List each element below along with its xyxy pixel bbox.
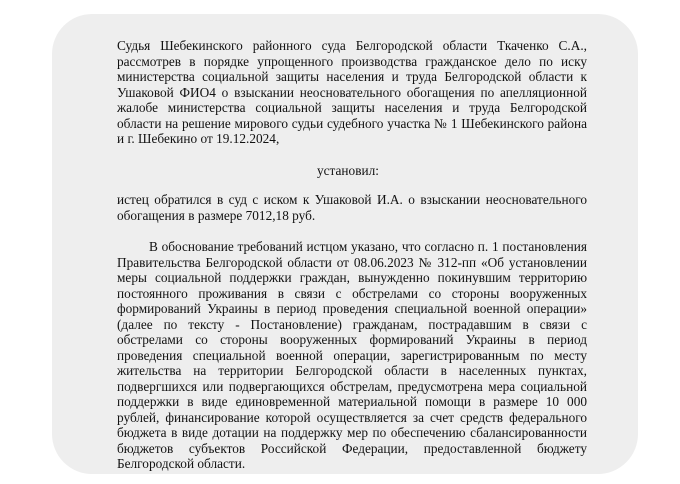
paragraph-grounds: В обоснование требований истцом указано, что согласно п. 1 постановления Правительства Белгородской области от 08.06.2023 № 312-пп «Об установлении меры социальной поддержки граждан, вынужденно покинувшим территорию постоянного проживания в связи с обстрелами со стороны вооруженных формирований Украины в период проведения специальной военной операции» (далее по тексту - Постановление) гражданам, пострадавшим в связи с обстрелами со стороны вооруженных формирований Украины в период проведения специальной военной операции, зарегистрированным по месту жительства на территории Белгородской области в населенных пунктах, подвергшихся или подвергающихся обстрелам, предусмотрена мера социальной поддержки в виде единовременной материальной помощи в размере 10 000 рублей, финансирование которой осуществляется за счет средств федерального бюджета в виде дотации на поддержку мер по обеспечению сбалансированности бюджетов субъектов Российской Федерации, предоставленной бюджету Белгородской области.: [117, 239, 587, 471]
document-text: [117, 38, 587, 472]
spacer: [117, 147, 587, 163]
spacer: [117, 178, 587, 192]
paragraph-claim: истец обратился в суд с иском к Ушаковой И.А. о взыскании неосновательного обогащения в размере 7012,18 руб.: [117, 192, 587, 223]
paragraph-intro: Судья Шебекинского районного суда Белгородской области Ткаченко С.А., рассмотрев в порядке упрощенного производства гражданское дело по иску министерства социальной защиты населения и труда Белгородской области к Ушаковой ФИО4 о взыскании неосновательного обогащения по апелляционной жалобе министерства социальной защиты населения и труда Белгородской области на решение мирового судьи судебного участка № 1 Шебекинского района и г. Шебекино от 19.12.2024,: [117, 38, 587, 146]
spacer: [117, 223, 587, 239]
heading-established: установил:: [317, 162, 379, 178]
